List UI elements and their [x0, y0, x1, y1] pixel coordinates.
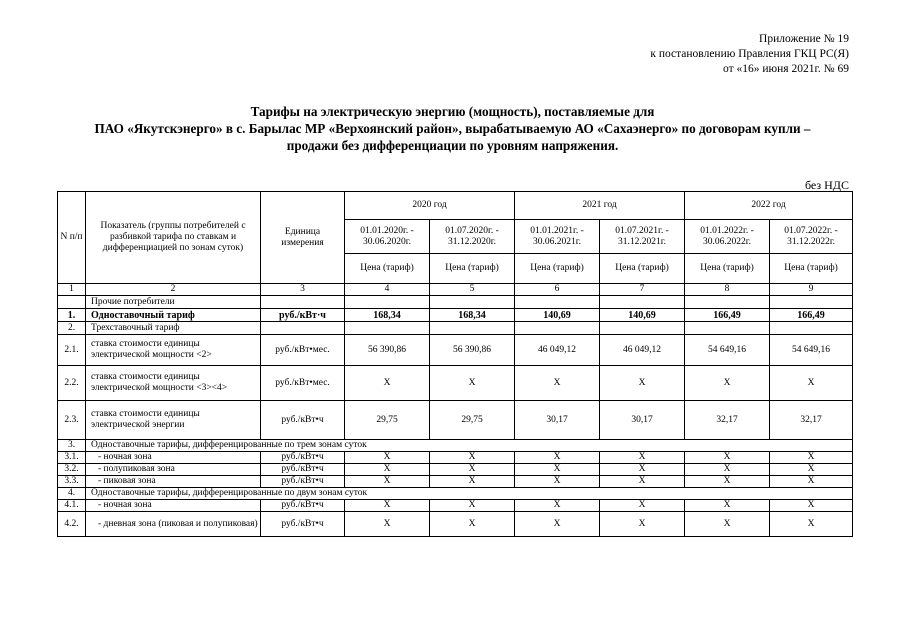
- row-number: 1.: [58, 309, 86, 322]
- row-value: X: [600, 512, 685, 537]
- header-price: Цена (тариф): [600, 254, 685, 284]
- row-number: 2.3.: [58, 401, 86, 440]
- column-number: 5: [430, 284, 515, 296]
- row-number: 4.: [58, 488, 86, 500]
- row-value: X: [600, 366, 685, 401]
- row-value: X: [770, 464, 853, 476]
- row-value: X: [430, 464, 515, 476]
- row-value: 46 049,12: [515, 335, 600, 366]
- row-section-title: Одноставочные тарифы, дифференцированные по двум зонам суток: [86, 488, 853, 500]
- table-row: [58, 309, 853, 322]
- row-value: [770, 322, 853, 335]
- table-row: [58, 500, 853, 512]
- header-period: 01.07.2021г. - 31.12.2021г.: [600, 220, 685, 254]
- row-value: X: [345, 452, 430, 464]
- row-value: 29,75: [430, 401, 515, 440]
- row-indicator: ставка стоимости единицы электрической энергии: [86, 401, 261, 440]
- row-value: [515, 296, 600, 309]
- row-value: 140,69: [600, 309, 685, 322]
- row-value: X: [430, 512, 515, 537]
- table-row: [58, 335, 853, 366]
- row-indicator: - полупиковая зона: [86, 464, 261, 476]
- row-number: 3.3.: [58, 476, 86, 488]
- header-price: Цена (тариф): [430, 254, 515, 284]
- row-value: X: [515, 464, 600, 476]
- row-indicator: - ночная зона: [86, 500, 261, 512]
- row-value: 168,34: [430, 309, 515, 322]
- header-period: 01.07.2022г. - 31.12.2022г.: [770, 220, 853, 254]
- header-period: 01.01.2021г. - 30.06.2021г.: [515, 220, 600, 254]
- header-period: 01.01.2022г. - 30.06.2022г.: [685, 220, 770, 254]
- row-unit: руб./кВт•ч: [261, 512, 345, 537]
- row-indicator: ставка стоимости единицы электрической мощности <3><4>: [86, 366, 261, 401]
- document-title: [0, 103, 905, 154]
- vat-note: без НДС: [804, 178, 849, 192]
- row-value: 166,49: [770, 309, 853, 322]
- row-value: X: [685, 500, 770, 512]
- row-value: X: [515, 366, 600, 401]
- row-value: X: [685, 366, 770, 401]
- row-value: X: [770, 476, 853, 488]
- row-value: [600, 322, 685, 335]
- row-value: X: [515, 512, 600, 537]
- row-unit: руб./кВт·ч: [261, 309, 345, 322]
- header-price: Цена (тариф): [685, 254, 770, 284]
- row-value: X: [345, 500, 430, 512]
- row-number: 4.1.: [58, 500, 86, 512]
- row-unit: руб./кВт•ч: [261, 476, 345, 488]
- row-value: [515, 322, 600, 335]
- row-unit: руб./кВт•ч: [261, 464, 345, 476]
- table-row: [58, 452, 853, 464]
- row-number: 3.: [58, 440, 86, 452]
- column-number: 4: [345, 284, 430, 296]
- row-value: 168,34: [345, 309, 430, 322]
- title-line-1: Тарифы на электрическую энергию (мощность), поставляемые для: [250, 104, 655, 119]
- row-unit: руб./кВт•мес.: [261, 366, 345, 401]
- row-value: 29,75: [345, 401, 430, 440]
- tariff-table: [57, 191, 853, 537]
- row-indicator: - пиковая зона: [86, 476, 261, 488]
- header-indicator: Показатель (группы потребителей с разбивкой тарифа по ставкам и дифференциацией по зонам суток): [86, 192, 261, 284]
- row-value: X: [515, 452, 600, 464]
- table-row: [58, 488, 853, 500]
- row-number: 2.2.: [58, 366, 86, 401]
- row-indicator: Прочие потребители: [86, 296, 261, 309]
- row-value: X: [345, 366, 430, 401]
- row-value: [685, 296, 770, 309]
- row-number: 3.2.: [58, 464, 86, 476]
- row-value: X: [770, 512, 853, 537]
- row-value: X: [515, 500, 600, 512]
- header-period: 01.07.2020г. - 31.12.2020г.: [430, 220, 515, 254]
- row-value: X: [685, 512, 770, 537]
- column-number: 1: [58, 284, 86, 296]
- row-value: 56 390,86: [430, 335, 515, 366]
- row-value: 54 649,16: [685, 335, 770, 366]
- row-value: [600, 296, 685, 309]
- row-value: X: [770, 452, 853, 464]
- table-row: [58, 476, 853, 488]
- row-value: 32,17: [685, 401, 770, 440]
- row-section-title: Одноставочные тарифы, дифференцированные по трем зонам суток: [86, 440, 853, 452]
- row-value: X: [685, 452, 770, 464]
- row-indicator: - дневная зона (пиковая и полупиковая): [86, 512, 261, 537]
- row-indicator: - ночная зона: [86, 452, 261, 464]
- header-price: Цена (тариф): [515, 254, 600, 284]
- row-value: X: [345, 512, 430, 537]
- row-unit: руб./кВт•ч: [261, 452, 345, 464]
- table-row: [58, 322, 853, 335]
- row-value: 46 049,12: [600, 335, 685, 366]
- row-value: 56 390,86: [345, 335, 430, 366]
- row-value: [430, 296, 515, 309]
- table-row: [58, 440, 853, 452]
- row-value: 30,17: [600, 401, 685, 440]
- row-number: 2.1.: [58, 335, 86, 366]
- column-number: 2: [86, 284, 261, 296]
- header-unit: Единица измерения: [261, 192, 345, 284]
- row-indicator: ставка стоимости единицы электрической мощности <2>: [86, 335, 261, 366]
- column-number: 8: [685, 284, 770, 296]
- row-value: [345, 322, 430, 335]
- table-row: [58, 366, 853, 401]
- header-year-2021: 2021 год: [515, 192, 685, 220]
- header-period: 01.01.2020г. - 30.06.2020г.: [345, 220, 430, 254]
- row-value: X: [600, 476, 685, 488]
- row-value: X: [600, 452, 685, 464]
- row-unit: руб./кВт•ч: [261, 401, 345, 440]
- column-number-row: [58, 284, 853, 296]
- row-number: 4.2.: [58, 512, 86, 537]
- table-row: [58, 512, 853, 537]
- row-value: X: [345, 476, 430, 488]
- column-number: 6: [515, 284, 600, 296]
- row-value: 32,17: [770, 401, 853, 440]
- title-line-3: продажи без дифференциации по уровням напряжения.: [286, 138, 619, 153]
- row-value: X: [600, 464, 685, 476]
- table-row: [58, 401, 853, 440]
- row-value: X: [430, 500, 515, 512]
- row-indicator: Одноставочный тариф: [86, 309, 261, 322]
- row-value: 54 649,16: [770, 335, 853, 366]
- column-number: 9: [770, 284, 853, 296]
- row-value: X: [685, 464, 770, 476]
- row-value: X: [770, 500, 853, 512]
- row-value: X: [430, 476, 515, 488]
- row-number: [58, 296, 86, 309]
- row-number: 3.1.: [58, 452, 86, 464]
- header-year-2022: 2022 год: [685, 192, 853, 220]
- title-line-2: ПАО «Якутскэнерго» в с. Барылас МР «Верхоянский район», вырабатываемую АО «Сахаэнерго» по договорам купли –: [94, 121, 811, 136]
- header-price: Цена (тариф): [770, 254, 853, 284]
- row-value: X: [430, 452, 515, 464]
- column-number: 7: [600, 284, 685, 296]
- row-value: [430, 322, 515, 335]
- header-num: N п/п: [58, 192, 86, 284]
- row-unit: руб./кВт•ч: [261, 500, 345, 512]
- annex-line-2: к постановлению Правления ГКЦ РС(Я): [650, 48, 849, 60]
- header-year-2020: 2020 год: [345, 192, 515, 220]
- row-value: 166,49: [685, 309, 770, 322]
- row-value: [770, 296, 853, 309]
- annex-line-1: Приложение № 19: [759, 33, 849, 45]
- annex-line-3: от «16» июня 2021г. № 69: [723, 63, 849, 75]
- table-row: [58, 464, 853, 476]
- row-value: X: [430, 366, 515, 401]
- row-value: X: [770, 366, 853, 401]
- row-unit: руб./кВт•мес.: [261, 335, 345, 366]
- row-value: X: [600, 500, 685, 512]
- row-value: 140,69: [515, 309, 600, 322]
- row-number: 2.: [58, 322, 86, 335]
- annex-block: [650, 32, 849, 77]
- row-unit: [261, 296, 345, 309]
- row-value: [685, 322, 770, 335]
- row-value: X: [345, 464, 430, 476]
- row-indicator: Трехставочный тариф: [86, 322, 261, 335]
- column-number: 3: [261, 284, 345, 296]
- row-unit: [261, 322, 345, 335]
- header-price: Цена (тариф): [345, 254, 430, 284]
- row-value: X: [685, 476, 770, 488]
- row-value: 30,17: [515, 401, 600, 440]
- table-row: [58, 296, 853, 309]
- row-value: [345, 296, 430, 309]
- row-value: X: [515, 476, 600, 488]
